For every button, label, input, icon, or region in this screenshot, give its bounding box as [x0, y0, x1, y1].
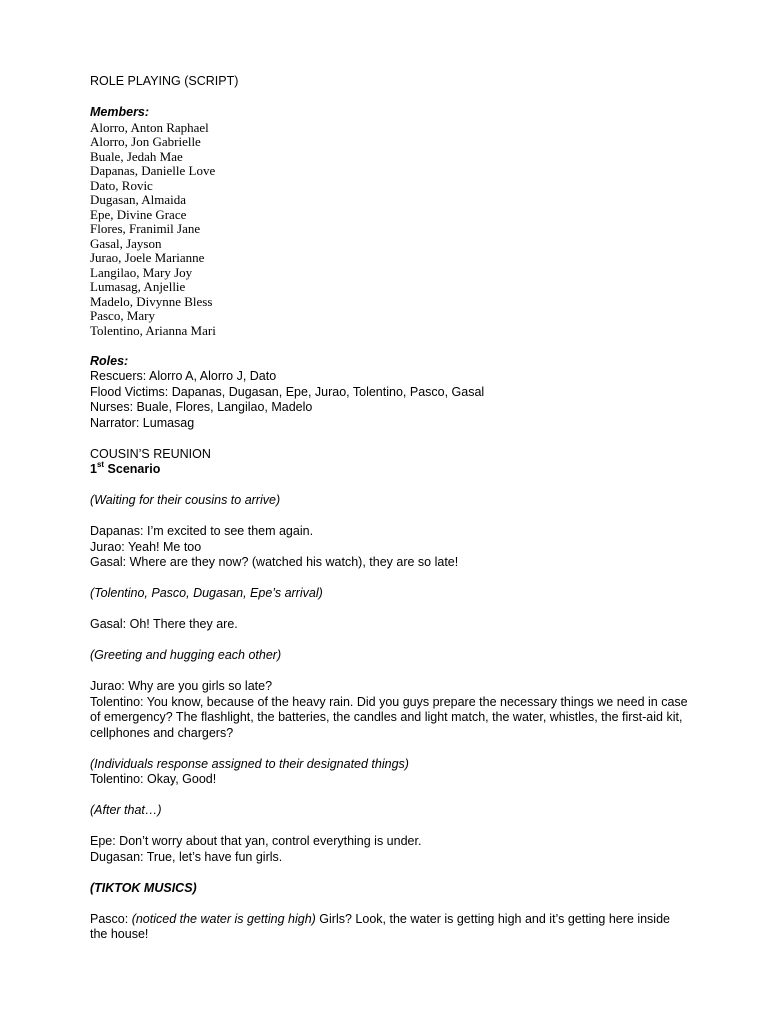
dialogue-line: Gasal: Oh! There they are. [90, 617, 238, 631]
role-item: Narrator: Lumasag [90, 415, 195, 430]
dialogue-line: Dapanas: I’m excited to see them again. [90, 524, 314, 538]
member-item: Dugasan, Almaida [90, 192, 187, 207]
stage-direction: (Greeting and hugging each other) [90, 648, 282, 662]
role-item: Rescuers: Alorro A, Alorro J, Dato [90, 369, 277, 383]
member-item: Flores, Franimil Jane [90, 221, 201, 236]
stage-direction: (After that…) [90, 803, 162, 817]
scene-title: COUSIN’S REUNION [90, 446, 211, 461]
scenario-heading: 1st Scenario [90, 459, 161, 476]
stage-direction: (Waiting for their cousins to arrive) [90, 493, 281, 507]
member-item: Epe, Divine Grace [90, 206, 187, 222]
member-item: Dato, Rovic [90, 177, 153, 193]
member-item: Jurao, Joele Marianne [90, 250, 205, 265]
stage-direction: (Tolentino, Pasco, Dugasan, Epe’s arrival) [90, 586, 323, 600]
dialogue-line: Tolentino: You know, because of the heavy rain. Did you guys prepare the necessary things we need in case of emergency? The flashlight, the batteries, the candles and light match, the water, whistles, the first-aid kit, cellphones and chargers? [90, 694, 688, 740]
members-heading: Members: [90, 105, 150, 119]
members-list [90, 121, 690, 339]
member-item: Alorro, Jon Gabrielle [90, 134, 201, 149]
member-item: Lumasag, Anjellie [90, 279, 186, 294]
stage-direction: (TIKTOK MUSICS) [90, 880, 197, 895]
dialogue-line: Dugasan: True, let’s have fun girls. [90, 849, 283, 864]
dialogue-line: Jurao: Why are you girls so late? [90, 679, 273, 693]
dialogue-line: Gasal: Where are they now? (watched his watch), they are so late! [90, 555, 459, 569]
roles-heading: Roles: [90, 353, 129, 368]
stage-direction: (Individuals response assigned to their designated things) [90, 756, 409, 771]
member-item: Tolentino, Arianna Mari [90, 322, 216, 338]
member-item: Langilao, Mary Joy [90, 264, 193, 280]
script-document [90, 74, 690, 943]
member-item: Dapanas, Danielle Love [90, 163, 216, 178]
dialogue-line: Tolentino: Okay, Good! [90, 772, 217, 786]
role-item: Nurses: Buale, Flores, Langilao, Madelo [90, 400, 313, 414]
member-item: Alorro, Anton Raphael [90, 119, 209, 135]
member-item: Buale, Jedah Mae [90, 148, 183, 164]
member-item: Gasal, Jayson [90, 235, 162, 251]
document-title: ROLE PLAYING (SCRIPT) [90, 74, 239, 88]
dialogue-line: Epe: Don’t worry about that yan, control everything is under. [90, 834, 422, 848]
member-item: Pasco, Mary [90, 308, 155, 323]
dialogue-line: Pasco: (noticed the water is getting high) Girls? Look, the water is getting high and it’s getting here inside the house! [90, 911, 670, 941]
role-item: Flood Victims: Dapanas, Dugasan, Epe, Jurao, Tolentino, Pasco, Gasal [90, 384, 485, 399]
member-item: Madelo, Divynne Bless [90, 293, 213, 309]
dialogue-line: Jurao: Yeah! Me too [90, 539, 202, 554]
